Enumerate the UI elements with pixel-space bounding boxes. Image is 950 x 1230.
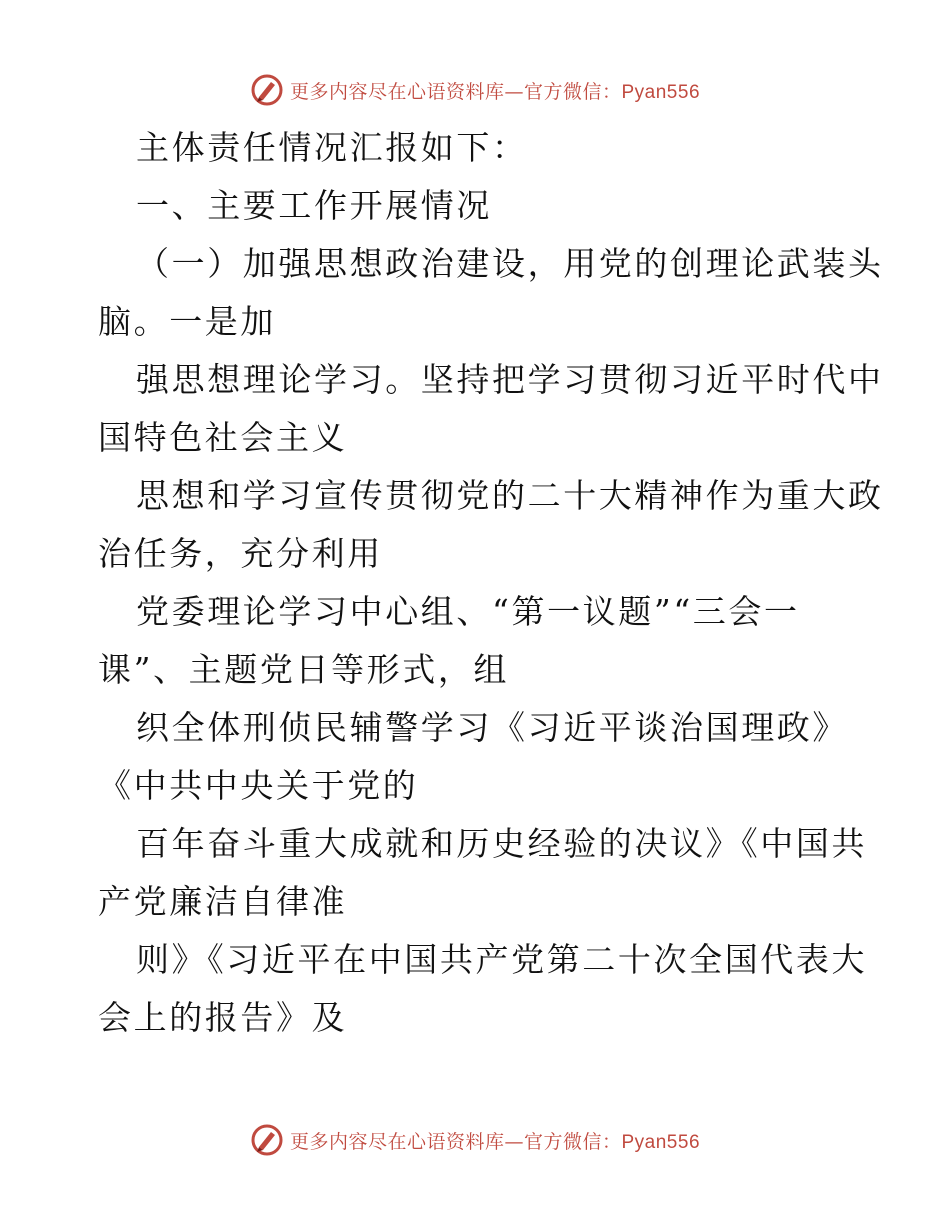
text-line: 思想和学习宣传贯彻党的二十大精神作为重大政	[136, 476, 884, 515]
watermark-text-latin: Pyan556	[621, 1131, 701, 1153]
text-line: 国特色社会主义	[98, 418, 348, 457]
text-line: 党委理论学习中心组、“第一议题”“三会一	[136, 592, 800, 631]
brand-logo-icon	[250, 1123, 284, 1157]
text-line: 课”、主题党日等形式，组	[98, 650, 510, 689]
watermark-text-cn: 更多内容尽在心语资料库—官方微信：	[289, 80, 622, 103]
text-line: 则》《习近平在中国共产党第二十次全国代表大	[136, 940, 868, 979]
text-line: 百年奋斗重大成就和历史经验的决议》《中国共	[136, 824, 868, 863]
text-line: 强思想理论学习。坚持把学习贯彻习近平时代中	[136, 360, 884, 399]
watermark-footer	[0, 1120, 950, 1160]
text-line: （一）加强思想政治建设，用党的创理论武装头	[136, 244, 884, 283]
text-line: 产党廉洁自律准	[98, 882, 348, 921]
text-line: 织全体刑侦民辅警学习《习近平谈治国理政》	[136, 708, 848, 747]
text-line: 主体责任情况汇报如下：	[136, 128, 528, 167]
text-line: 会上的报告》及	[98, 998, 348, 1037]
text-line: 治任务，充分利用	[98, 534, 383, 573]
watermark-text-latin: Pyan556	[621, 81, 701, 103]
text-line: 《中共中央关于党的	[98, 766, 419, 805]
text-line: 脑。一是加	[98, 302, 276, 341]
text-line: 一、主要工作开展情况	[136, 186, 492, 225]
watermark-text-cn: 更多内容尽在心语资料库—官方微信：	[289, 1130, 622, 1153]
watermark-text	[290, 1127, 700, 1154]
